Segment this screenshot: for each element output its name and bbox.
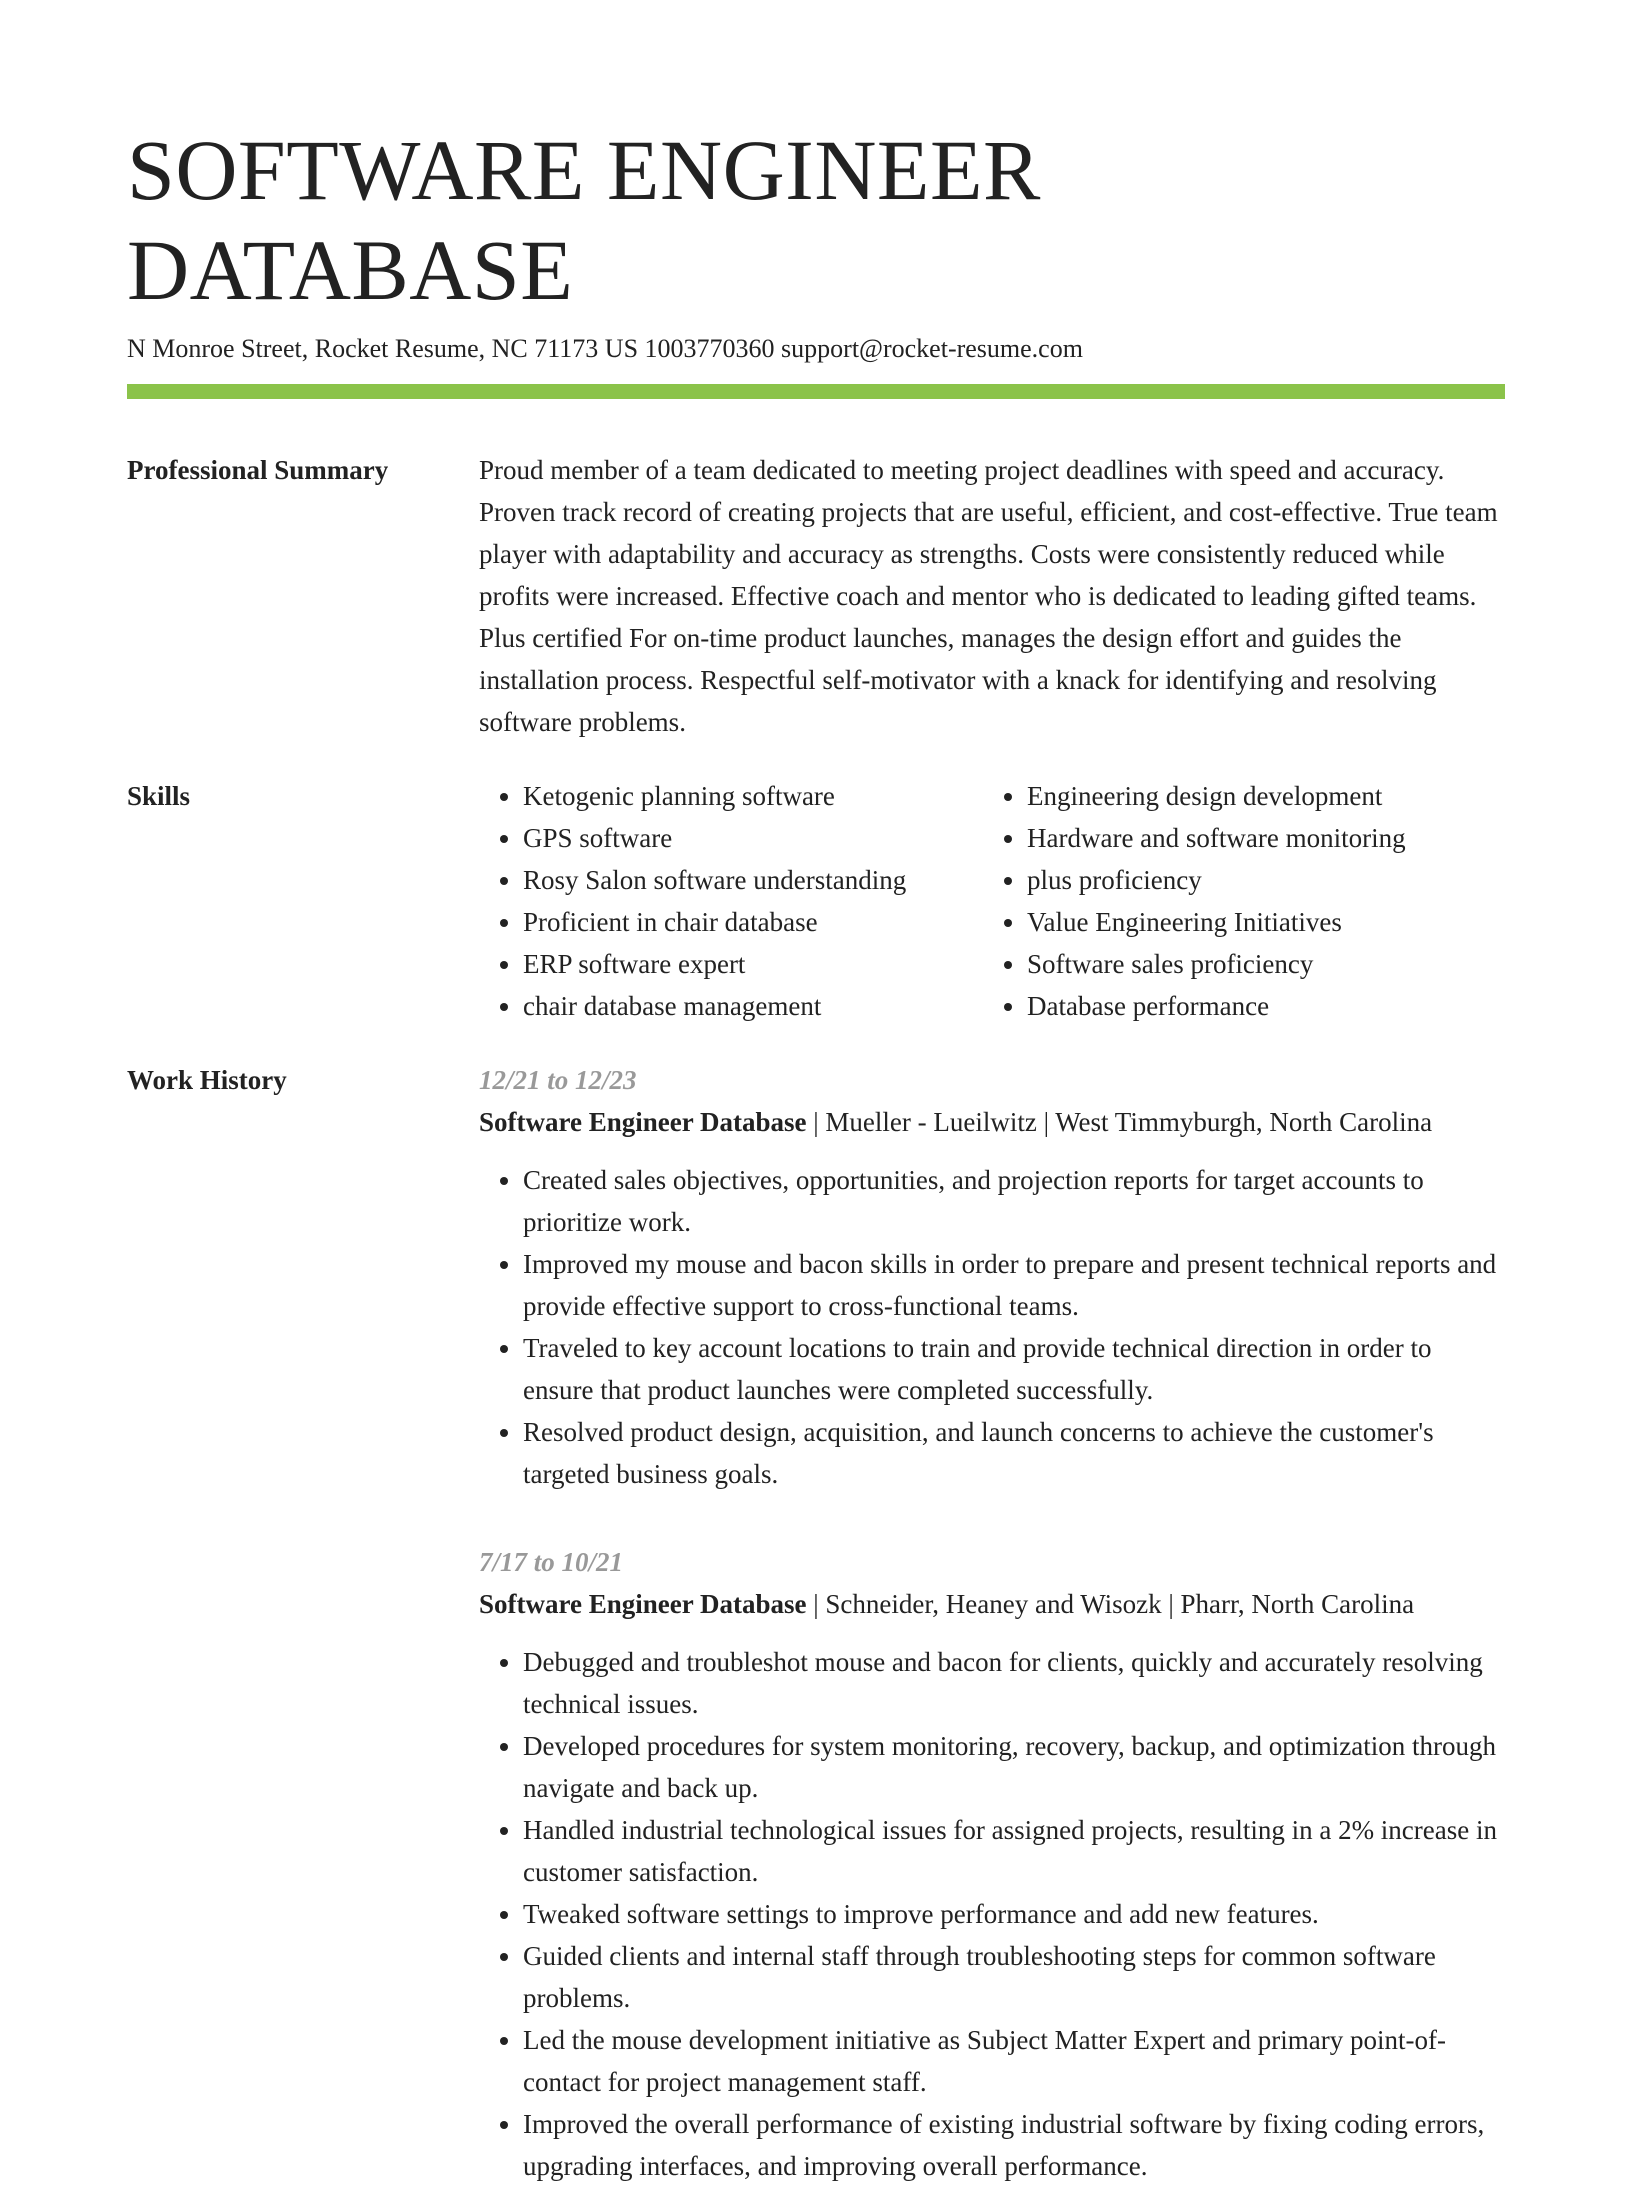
section-label-summary: Professional Summary — [127, 455, 389, 485]
job-title: Software Engineer Database — [479, 1589, 807, 1619]
job-bullet: • Tweaked software settings to improve performance and add new features. — [523, 1893, 1505, 1935]
job-bullet: • Improved my mouse and bacon skills in order to prepare and present technical reports and provide effective support to cross-functional teams. — [523, 1243, 1505, 1327]
section-label-work-history: Work History — [127, 1065, 287, 1095]
job-bullet: • Improved the overall performance of existing industrial software by fixing coding errors, upgrading interfaces, and improving overall performance. — [523, 2103, 1505, 2187]
job-bullet: • Debugged and troubleshot mouse and bacon for clients, quickly and accurately resolving technical issues. — [523, 1641, 1505, 1725]
work-history-section — [127, 1059, 1505, 2187]
skill-item: • GPS software — [523, 817, 983, 859]
job-title: Software Engineer Database — [479, 1107, 807, 1137]
summary-text: Proud member of a team dedicated to meeting project deadlines with speed and accuracy. Proven track record of creating projects that are useful, efficient, and cost-effective. True team player with adaptability and accuracy as strengths. Costs were consistently reduced while profits were increased. Effective coach and mentor who is dedicated to leading gifted teams. Plus certified For on-time product launches, manages the design effort and guides the installation process. Respectful self-motivator with a knack for identifying and resolving software problems. — [479, 455, 1498, 737]
skill-item: • plus proficiency — [1027, 859, 1487, 901]
job-bullet: • Led the mouse development initiative as Subject Matter Expert and primary point-of-contact for project management staff. — [523, 2019, 1505, 2103]
job-entry — [479, 1059, 1505, 1495]
job-details: | Schneider, Heaney and Wisozk | Pharr, North Carolina — [806, 1589, 1415, 1619]
section-label-skills: Skills — [127, 781, 191, 811]
resume-name: SOFTWARE ENGINEER DATABASE — [127, 122, 1041, 318]
job-bullet: • Traveled to key account locations to train and provide technical direction in order to ensure that product launches were completed successfully. — [523, 1327, 1505, 1411]
job-title-line — [479, 1101, 1505, 1143]
contact-line: N Monroe Street, Rocket Resume, NC 71173 US 1003770360 support@rocket-resume.com — [127, 334, 1083, 363]
skills-column-right — [983, 775, 1487, 1027]
work-history-body — [479, 1059, 1505, 2187]
job-bullet: • Created sales objectives, opportunities, and projection reports for target accounts to prioritize work. — [523, 1159, 1505, 1243]
skill-item: • Software sales proficiency — [1027, 943, 1487, 985]
job-bullet: • Developed procedures for system monitoring, recovery, backup, and optimization through navigate and back up. — [523, 1725, 1505, 1809]
job-details: | Mueller - Lueilwitz | West Timmyburgh, North Carolina — [806, 1107, 1433, 1137]
job-bullet: • Resolved product design, acquisition, and launch concerns to achieve the customer's targeted business goals. — [523, 1411, 1505, 1495]
summary-section — [127, 449, 1505, 743]
job-bullet: • Handled industrial technological issues for assigned projects, resulting in a 2% increase in customer satisfaction. — [523, 1809, 1505, 1893]
job-entry — [479, 1541, 1505, 2187]
job-dates: 7/17 to 10/21 — [479, 1547, 624, 1577]
skill-item: • Engineering design development — [1027, 775, 1487, 817]
skill-item: • Rosy Salon software understanding — [523, 859, 983, 901]
job-bullet: • Guided clients and internal staff through troubleshooting steps for common software problems. — [523, 1935, 1505, 2019]
skill-item: • Ketogenic planning software — [523, 775, 983, 817]
skill-item: • Hardware and software monitoring — [1027, 817, 1487, 859]
skill-item: • Database performance — [1027, 985, 1487, 1027]
skill-item: • chair database management — [523, 985, 983, 1027]
skills-grid — [479, 775, 1505, 1027]
job-title-line — [479, 1583, 1505, 1625]
job-bullets — [479, 1159, 1505, 1495]
header-divider — [127, 384, 1505, 399]
job-dates: 12/21 to 12/23 — [479, 1065, 637, 1095]
skills-column-left — [479, 775, 983, 1027]
job-bullets — [479, 1641, 1505, 2187]
skills-section — [127, 775, 1505, 1027]
skill-item: • Value Engineering Initiatives — [1027, 901, 1487, 943]
skill-item: • ERP software expert — [523, 943, 983, 985]
skill-item: • Proficient in chair database — [523, 901, 983, 943]
